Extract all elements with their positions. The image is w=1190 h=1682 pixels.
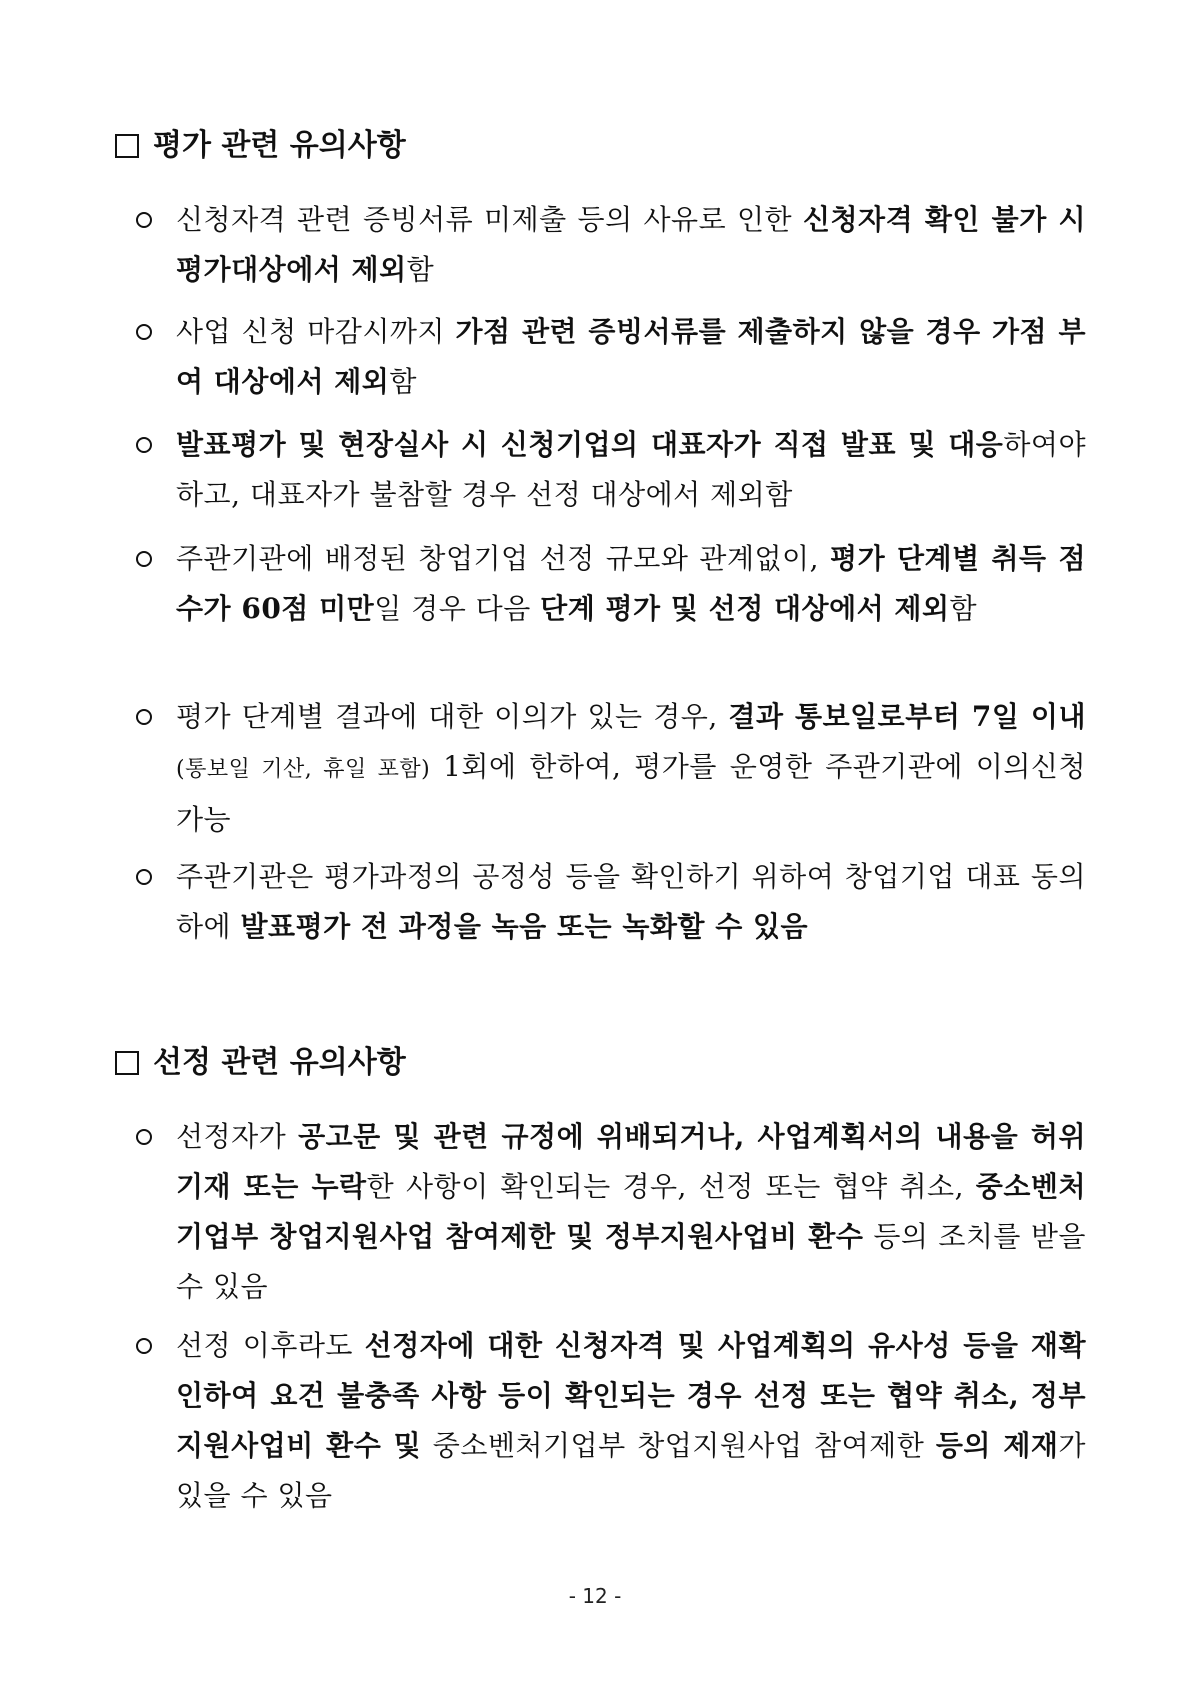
item-text: 사업 신청 마감시까지 가점 관련 증빙서류를 제출하지 않을 경우 가점 부여 대상에서 제외함 xyxy=(176,315,1086,398)
item-text: 발표평가 및 현장실사 시 신청기업의 대표자가 직접 발표 및 대응하여야 하고, 대표자가 불참할 경우 선정 대상에서 제외함 xyxy=(176,428,1086,511)
list-item xyxy=(136,534,1086,634)
circle-bullet-icon xyxy=(136,852,162,902)
item-text: 주관기관은 평가과정의 공정성 등을 확인하기 위하여 창업기업 대표 동의하에 발표평가 전 과정을 녹음 또는 녹화할 수 있음 xyxy=(176,860,1086,943)
circle-bullet-icon xyxy=(136,692,162,742)
item-text: 평가 단계별 결과에 대한 이의가 있는 경우, 결과 통보일로부터 7일 이내 (통보일 기산, 휴일 포함) 1회에 한하여, 평가를 운영한 주관기관에 이의신청 가능 xyxy=(176,700,1086,836)
item-text: 주관기관에 배정된 창업기업 선정 규모와 관계없이, 평가 단계별 취득 점수가 60점 미만일 경우 다음 단계 평가 및 선정 대상에서 제외함 xyxy=(176,542,1086,625)
circle-bullet-icon xyxy=(136,420,162,470)
list-item xyxy=(136,195,1086,295)
circle-bullet-icon xyxy=(136,195,162,245)
item-text: 신청자격 관련 증빙서류 미제출 등의 사유로 인한 신청자격 확인 불가 시 평가대상에서 제외함 xyxy=(176,203,1086,286)
page-number: - 12 - xyxy=(568,1584,622,1608)
section-heading-evaluation xyxy=(115,126,406,166)
section-heading-text: 선정 관련 유의사항 xyxy=(153,1045,406,1080)
circle-bullet-icon xyxy=(136,307,162,357)
section-heading-text: 평가 관련 유의사항 xyxy=(153,128,406,163)
circle-bullet-icon xyxy=(136,534,162,584)
checkbox-square-icon xyxy=(115,134,139,158)
checkbox-square-icon xyxy=(115,1051,139,1075)
list-item xyxy=(136,307,1086,407)
section-heading-selection xyxy=(115,1043,406,1083)
list-item xyxy=(136,852,1086,952)
list-item xyxy=(136,420,1086,520)
list-item xyxy=(136,1321,1086,1521)
list-item xyxy=(136,692,1086,845)
circle-bullet-icon xyxy=(136,1112,162,1162)
circle-bullet-icon xyxy=(136,1321,162,1371)
list-item xyxy=(136,1112,1086,1312)
item-text: 선정 이후라도 선정자에 대한 신청자격 및 사업계획의 유사성 등을 재확인하여 요건 불충족 사항 등이 확인되는 경우 선정 또는 협약 취소, 정부지원사업비 환수 및 중소벤처기업부 창업지원사업 참여제한 등의 제재가 있을 수 있음 xyxy=(176,1329,1087,1512)
item-text: 선정자가 공고문 및 관련 규정에 위배되거나, 사업계획서의 내용을 허위 기재 또는 누락한 사항이 확인되는 경우, 선정 또는 협약 취소, 중소벤처기업부 창업지원사업 참여제한 및 정부지원사업비 환수 등의 조치를 받을 수 있음 xyxy=(176,1120,1087,1303)
